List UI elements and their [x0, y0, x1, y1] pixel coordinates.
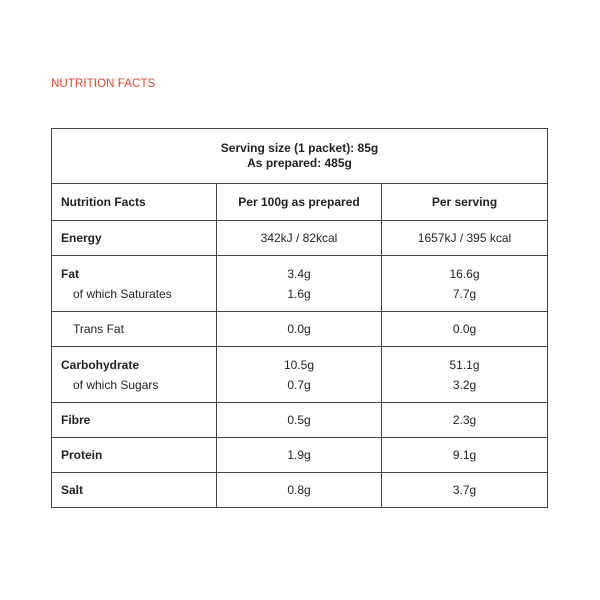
sugars-per-serving: 3.2g: [452, 377, 477, 392]
salt-per100: 0.8g: [217, 473, 382, 508]
protein-label: Protein: [52, 438, 217, 473]
fat-per100-cell: [217, 256, 382, 312]
table-row-protein: [52, 438, 548, 473]
nutrition-table: [51, 128, 548, 508]
energy-per-serving: 1657kJ / 395 kcal: [382, 221, 548, 256]
table-row-carbohydrate: [52, 347, 548, 403]
trans-fat-per-serving: 0.0g: [382, 312, 548, 347]
header-row: [52, 184, 548, 221]
carbohydrate-label: Carbohydrate: [61, 357, 140, 372]
sugars-per100: 0.7g: [287, 377, 311, 392]
table-row-fibre: [52, 403, 548, 438]
carbohydrate-label-cell: [52, 347, 217, 403]
as-prepared-text: As prepared: 485g: [247, 156, 352, 170]
saturates-per100: 1.6g: [287, 286, 311, 301]
fat-label: Fat: [61, 266, 79, 281]
salt-label: Salt: [52, 473, 217, 508]
column-header-name: Nutrition Facts: [52, 184, 217, 221]
sugars-label: of which Sugars: [73, 377, 159, 392]
fat-per100: 3.4g: [287, 266, 311, 281]
carbohydrate-per-serving-cell: [382, 347, 548, 403]
serving-cell: [52, 129, 548, 184]
column-header-per-serving: Per serving: [382, 184, 548, 221]
carbohydrate-per100-cell: [217, 347, 382, 403]
salt-per-serving: 3.7g: [382, 473, 548, 508]
serving-row: [52, 129, 548, 184]
fat-per-serving-cell: [382, 256, 548, 312]
fibre-per-serving: 2.3g: [382, 403, 548, 438]
fibre-label: Fibre: [52, 403, 217, 438]
fat-per-serving: 16.6g: [449, 266, 480, 281]
energy-label: Energy: [52, 221, 217, 256]
table-row-trans-fat: [52, 312, 548, 347]
energy-per100: 342kJ / 82kcal: [217, 221, 382, 256]
table-row-energy: [52, 221, 548, 256]
table-row-salt: [52, 473, 548, 508]
saturates-label: of which Saturates: [73, 286, 172, 301]
section-heading: NUTRITION FACTS: [51, 78, 156, 90]
protein-per100: 1.9g: [217, 438, 382, 473]
fibre-per100: 0.5g: [217, 403, 382, 438]
trans-fat-label-cell: [52, 312, 217, 347]
saturates-per-serving: 7.7g: [452, 286, 477, 301]
carbohydrate-per100: 10.5g: [283, 357, 315, 372]
fat-label-cell: [52, 256, 217, 312]
protein-per-serving: 9.1g: [382, 438, 548, 473]
table-row-fat: [52, 256, 548, 312]
trans-fat-per100: 0.0g: [217, 312, 382, 347]
column-header-per100: Per 100g as prepared: [217, 184, 382, 221]
trans-fat-label: Trans Fat: [73, 322, 124, 336]
carbohydrate-per-serving: 51.1g: [449, 357, 480, 372]
serving-size-text: Serving size (1 packet): 85g: [220, 141, 379, 155]
